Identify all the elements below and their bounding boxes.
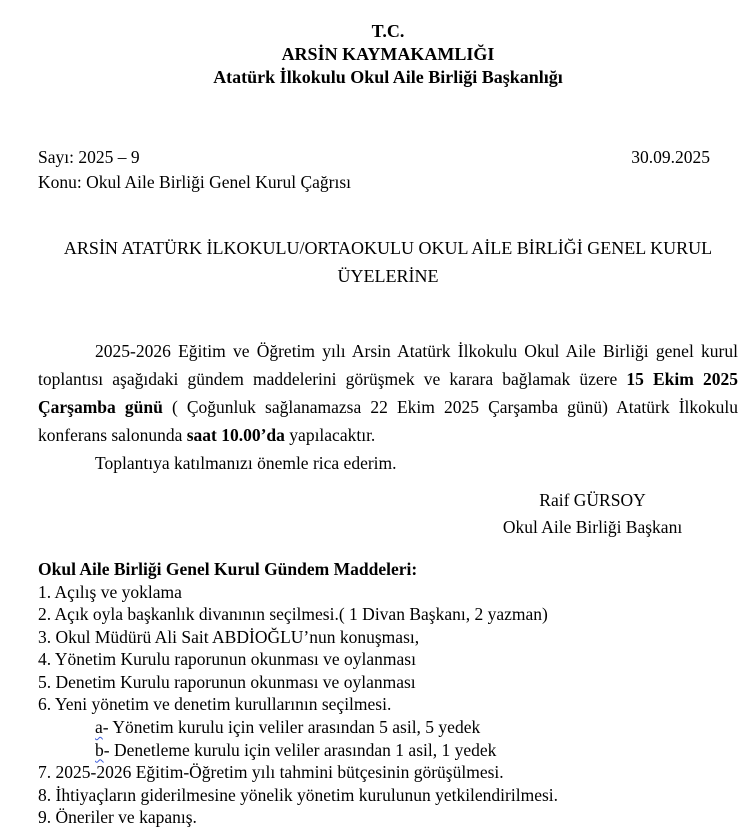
agenda-section (38, 558, 738, 829)
agenda-item: 8. İhtiyaçların giderilmesine yönelik yönetim kurulunun yetkilendirilmesi. (38, 784, 559, 805)
agenda-item: 3. Okul Müdürü Ali Sait ABDİOĞLU’nun konuşması, (38, 626, 420, 647)
letterhead-school: Atatürk İlkokulu Okul Aile Birliği Başkanlığı (213, 67, 563, 87)
signer-name: Raif GÜRSOY (539, 490, 646, 510)
signer-title: Okul Aile Birliği Başkanı (502, 517, 683, 537)
agenda-heading: Okul Aile Birliği Genel Kurul Gündem Maddeleri: (38, 559, 418, 579)
letterhead-tc: T.C. (371, 21, 405, 41)
agenda-item: 7. 2025-2026 Eğitim-Öğretim yılı tahmini bütçesinin görüşülmesi. (38, 762, 504, 783)
document-title-line2: ÜYELERİNE (337, 265, 439, 286)
document-title (38, 235, 738, 290)
body-text: ( Çoğunluk sağlanamazsa 22 Ekim 2025 Çarşamba günü) Atatürk İlkokulu konferans salonunda (38, 397, 738, 445)
agenda-item: b- Denetleme kurulu için veliler arasından 1 asil, 1 yedek (95, 739, 497, 760)
agenda-item: 4. Yönetim Kurulu raporunun okunması ve oylanması (38, 649, 416, 670)
body-text-bold: saat 10.00’da (186, 425, 285, 445)
agenda-item: 1. Açılış ve yoklama (38, 581, 182, 602)
agenda-item: 2. Açık oyla başkanlık divanının seçilmesi.( 1 Divan Başkanı, 2 yazman) (38, 604, 548, 625)
body-text: 2025-2026 Eğitim ve Öğretim yılı Arsin Atatürk İlkokulu Okul Aile Birliği genel kurul toplantısı aşağıdaki gündem maddelerini görüşmek ve karara bağlamak üzere (38, 341, 738, 389)
agenda-item: 5. Denetim Kurulu raporunun okunması ve oylanması (38, 671, 416, 692)
closing-line: Toplantıya katılmanızı önemle rica ederim. (95, 453, 397, 473)
document-date: 30.09.2025 (631, 147, 710, 167)
agenda-item: 6. Yeni yönetim ve denetim kurullarının seçilmesi. (38, 694, 392, 715)
agenda-item: a- Yönetim kurulu için veliler arasından 5 asil, 5 yedek (95, 717, 481, 738)
signature-block (475, 487, 710, 541)
letter-body (38, 337, 738, 477)
document-title-line1: ARSİN ATATÜRK İLKOKULU/ORTAOKULU OKUL AİLE BİRLİĞİ GENEL KURUL (63, 238, 713, 258)
sayi-date-row (38, 145, 738, 170)
document-meta (38, 145, 738, 195)
body-text: yapılacaktır. (284, 425, 376, 445)
letterhead (38, 20, 738, 89)
agenda-item: 9. Öneriler ve kapanış. (38, 807, 197, 828)
letterhead-kaymakamlik: ARSİN KAYMAKAMLIĞI (281, 44, 495, 64)
body-text-bold: 15 Ekim 2025 Çarşamba günü (38, 369, 738, 417)
sayi-line: Sayı: 2025 – 9 (38, 147, 140, 167)
body-paragraph (38, 337, 738, 449)
agenda-list (38, 581, 738, 830)
spellcheck-wavy-underline: b (95, 739, 104, 760)
konu-line: Konu: Okul Aile Birliği Genel Kurul Çağrısı (38, 172, 352, 192)
spellcheck-wavy-underline: a (95, 717, 103, 738)
